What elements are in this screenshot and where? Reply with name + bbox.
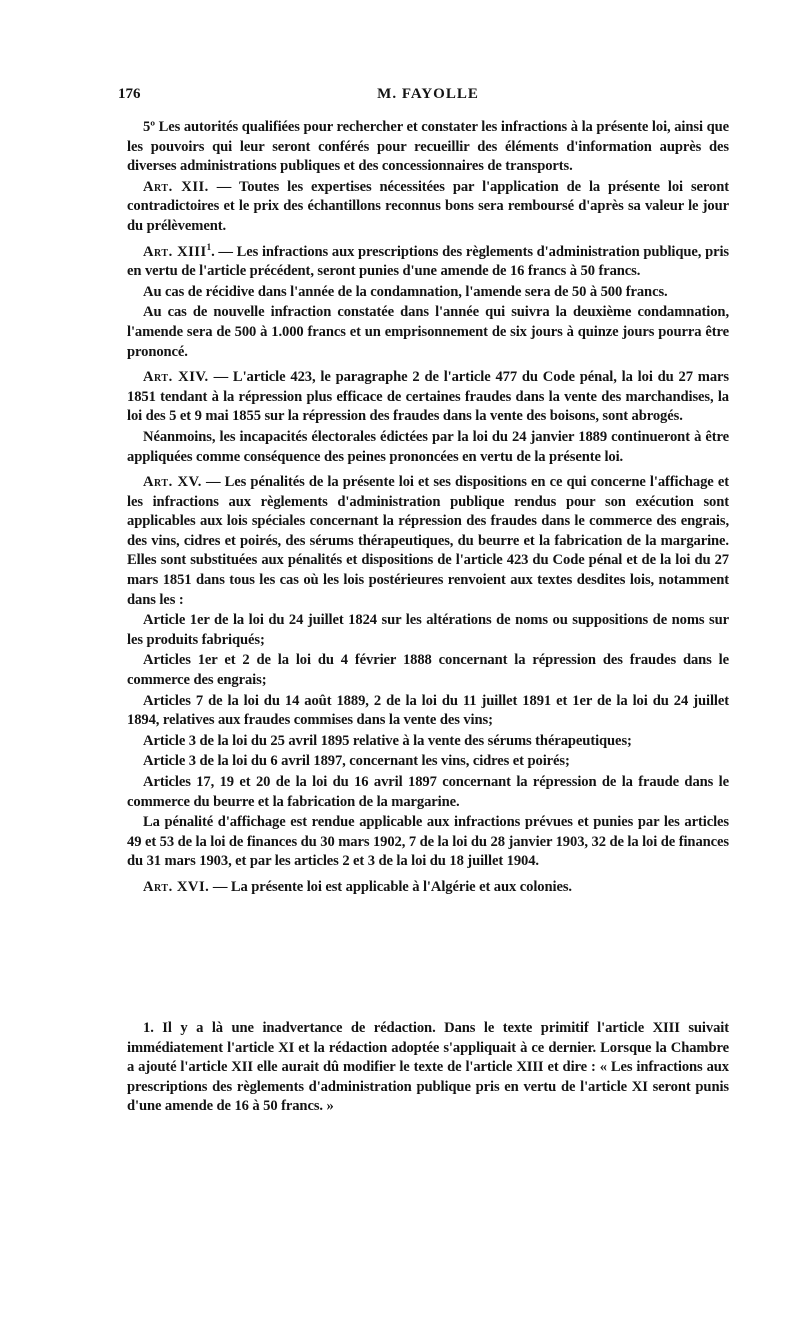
paragraph: Au cas de récidive dans l'année de la condamnation, l'amende sera de 50 à 500 francs.: [143, 283, 668, 300]
paragraph: Article 1er de la loi du 24 juillet 1824 sur les altérations de noms ou suppositions de noms sur les produits fabriqués;: [127, 612, 729, 648]
article-heading: Art. XV.: [143, 474, 202, 491]
paragraph: Articles 7 de la loi du 14 août 1889, 2 de la loi du 11 juillet 1891 et 1er de la loi du 24 juillet 1894, relatives aux fraudes commises dans la vente des vins;: [127, 692, 729, 729]
paragraph: Articles 1er et 2 de la loi du 4 février 1888 concernant la répression des fraudes dans le commerce des engrais;: [127, 652, 729, 689]
page-header: [118, 86, 738, 108]
page-number: 176: [118, 86, 141, 102]
footnote-section: [127, 1019, 729, 1117]
paragraph: Article 3 de la loi du 25 avril 1895 relative à la vente des sérums thérapeutiques;: [143, 732, 632, 749]
footnote: 1. Il y a là une inadvertance de rédaction. Dans le texte primitif l'article XIII suivait immédiatement l'article XI et la rédaction adoptée s'appliquait à ce dernier. Lorsque la Chambre a ajouté l'article XII elle aurait dû modifier le texte de l'article XIII et dire : « Les infractions aux prescriptions des règlements d'administration publique pris en vertu de l'article XI seront punis d'une amende de 16 à 50 francs. »: [127, 1020, 729, 1115]
article-paragraph: Art. XII. — Toutes les expertises nécessitées par l'application de la présente loi seront contradictoires et le prix des échantillons reconnus bons sera remboursé d'après sa valeur le jour du prélèvement.: [127, 178, 729, 234]
paragraph: Articles 17, 19 et 20 de la loi du 16 avril 1897 concernant la répression de la fraude dans le commerce du beurre et la fabrication de la margarine.: [127, 774, 729, 810]
article-heading: Art. XII.: [143, 178, 209, 195]
body-text: [127, 118, 729, 899]
article-heading: Art. XIV.: [143, 369, 209, 386]
article-paragraph: Art. XIII$^1$. — Les infractions aux prescriptions des règlements d'administration publique, pris en vertu de l'article précédent, seront punies d'une amende de 16 francs à 50 francs.: [127, 241, 730, 280]
paragraph: La pénalité d'affichage est rendue applicable aux infractions prévues et punies par les articles 49 et 53 de la loi de finances du 30 mars 1902, 7 de la loi du 28 janvier 1903, 32 de la loi de finances du 31 mars 1903, et par les articles 2 et 3 de la loi du 18 juillet 1904.: [127, 814, 729, 870]
article-heading: Art. XIII: [143, 243, 207, 260]
paragraph: Néanmoins, les incapacités électorales édictées par la loi du 24 janvier 1889 continueront à être appliquées comme conséquence des peines prononcées en vertu de la présente loi.: [127, 428, 729, 465]
paragraph: 5º Les autorités qualifiées pour rechercher et constater les infractions à la présente loi, ainsi que les pouvoirs qui leur seront conférés pour recueillir des éléments d'information auprès des diverses administrations publiques et des concessionnaires de transports.: [127, 119, 729, 175]
article-heading: Art. XVI.: [143, 878, 210, 895]
paragraph: Au cas de nouvelle infraction constatée dans l'année qui suivra la deuxième condamnation, l'amende sera de 500 à 1.000 francs et un emprisonnement de six jours à quinze jours pourra être prononcé.: [127, 304, 729, 360]
article-paragraph: Art. XIV. — L'article 423, le paragraphe 2 de l'article 477 du Code pénal, la loi du 27 mars 1851 tendant à la répression plus efficace de certaines fraudes dans la vente des marchandises, la loi des 5 et 9 mai 1855 sur la répression des fraudes dans la vente des boisons, sont abrogés.: [127, 369, 730, 425]
article-paragraph: Art. XV. — Les pénalités de la présente loi et ses dispositions en ce qui concerne l'affichage et les infractions aux règlements d'administration publique rendus pour son exécution sont applicables aux lois spéciales concernant la répression des fraudes dans le commerce des engrais, des vins, cidres et poirés, des sérums thérapeutiques, du beurre et la fabrication de la margarine. Elles sont substituées aux pénalités et dispositions de l'article 423 du Code pénal et de la loi du 27 mars 1851 dans tous les cas où les lois postérieures renvoient aux textes desdites lois, notamment dans les :: [127, 474, 729, 608]
running-title: M. FAYOLLE: [377, 86, 479, 102]
paragraph: Article 3 de la loi du 6 avril 1897, concernant les vins, cidres et poirés;: [143, 753, 570, 770]
footnote-marker: 1: [206, 241, 212, 252]
article-paragraph: Art. XVI. — La présente loi est applicable à l'Algérie et aux colonies.: [143, 878, 572, 895]
